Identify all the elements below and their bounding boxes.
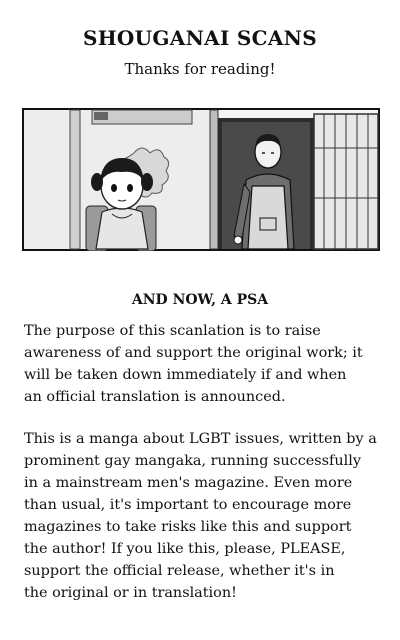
psa-heading: AND NOW, A PSA xyxy=(131,292,269,308)
page-subtitle: Thanks for reading! xyxy=(124,60,276,78)
manga-panel-illustration xyxy=(22,108,380,251)
psa-paragraph-purpose: The purpose of this scanlation is to raise awareness of and support the original work; it will be taken down immediately if and when an official translation is announced. xyxy=(24,323,363,405)
page-title: SHOUGANAI SCANS xyxy=(82,26,318,50)
psa-paragraph-support: This is a manga about LGBT issues, written by a prominent gay mangaka, running successfully in a mainstream men's magazine. Even more than usual, it's important to encourage more magazines to take risks like this and support the author! If you like this, please, PLEASE, support the official release, whether it's in the original or in translation! xyxy=(24,431,377,601)
